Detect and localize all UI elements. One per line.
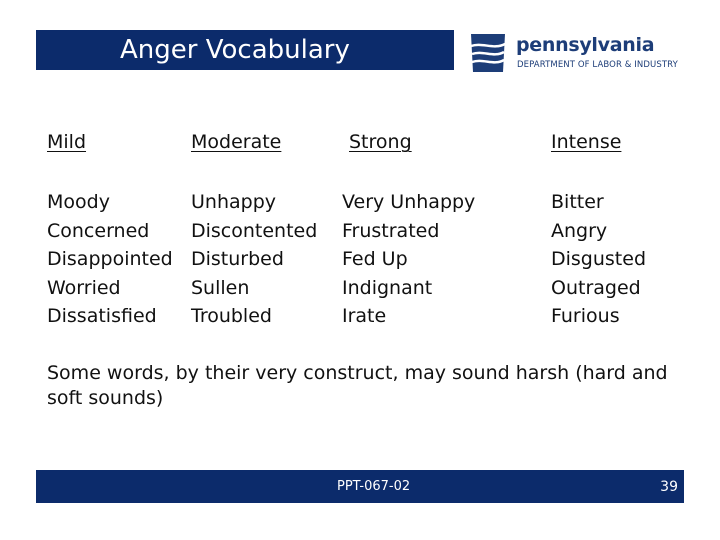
list-item: Frustrated: [342, 219, 440, 242]
list-item: Disgusted: [551, 248, 647, 271]
logo-subtitle: DEPARTMENT OF LABOR & INDUSTRY: [517, 60, 678, 70]
list-item: Disturbed: [191, 248, 284, 271]
list-item: Furious: [551, 305, 620, 328]
column-heading-intense: Intense: [551, 131, 622, 153]
list-item: Indignant: [342, 276, 433, 299]
column-heading-strong: Strong: [349, 131, 412, 153]
logo-wordmark: pennsylvania: [516, 34, 655, 56]
keystone-icon: [466, 32, 510, 74]
list-item: Sullen: [191, 276, 250, 299]
word-list-strong: [342, 188, 475, 331]
note-text: Some words, by their very construct, may sound harsh (hard and soft sounds): [47, 362, 668, 409]
list-item: Bitter: [551, 191, 604, 213]
list-item: Fed Up: [342, 248, 408, 271]
word-list-moderate: [191, 188, 317, 331]
list-item: Disappointed: [47, 248, 173, 271]
list-item: Troubled: [191, 305, 272, 328]
list-item: Discontented: [191, 219, 318, 242]
list-item: Irate: [342, 305, 387, 328]
list-item: Concerned: [47, 219, 150, 242]
slide-title: Anger Vocabulary: [120, 35, 350, 65]
list-item: Angry: [551, 219, 608, 242]
list-item: Unhappy: [191, 191, 276, 213]
list-item: Moody: [47, 191, 110, 213]
page-number: 39: [660, 479, 678, 495]
footer-code: PPT-067-02: [337, 479, 411, 494]
word-list-mild: [47, 188, 173, 331]
word-list-intense: [551, 188, 646, 331]
pennsylvania-logo: [466, 32, 688, 74]
column-heading-moderate: Moderate: [191, 131, 282, 153]
column-heading-mild: Mild: [47, 131, 87, 153]
list-item: Worried: [47, 276, 121, 299]
list-item: Outraged: [551, 276, 641, 299]
list-item: Very Unhappy: [342, 191, 476, 213]
list-item: Dissatisfied: [47, 305, 157, 328]
